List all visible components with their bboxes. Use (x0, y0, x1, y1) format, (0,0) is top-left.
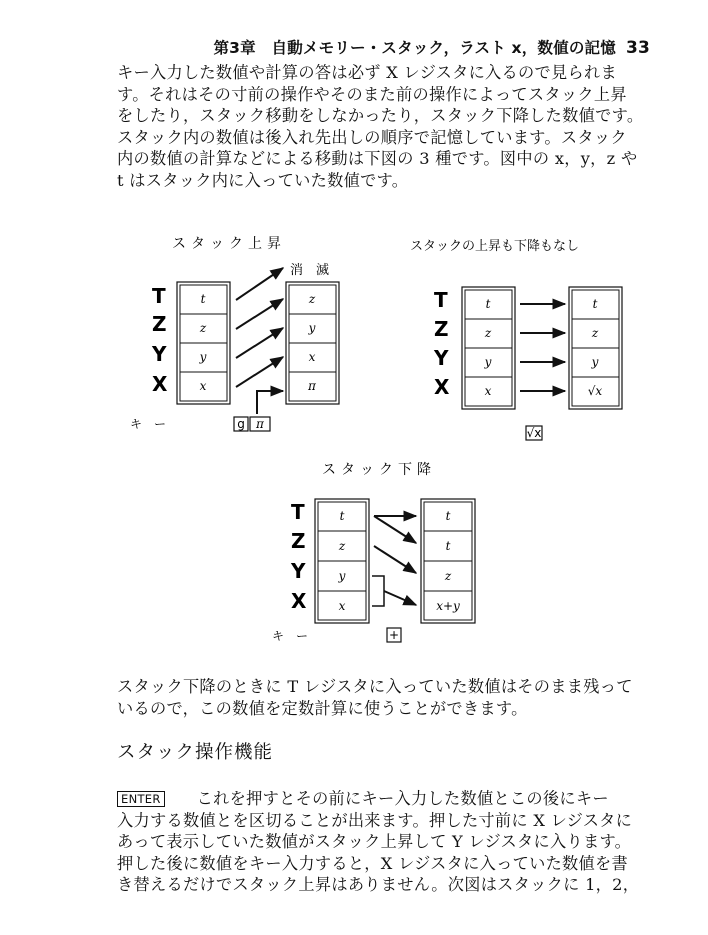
cell-value: t (200, 292, 206, 306)
chapter-title: 第3章 自動メモリー・スタック，ラスト x，数値の記憶 (213, 39, 616, 57)
text-line: 押した後に数値をキー入力すると，X レジスタに入っていた数値を書 (117, 853, 629, 873)
register-label-y: Y (434, 346, 449, 370)
register-label-z: Z (152, 312, 167, 336)
cell-value: x (484, 384, 492, 398)
register-label-x: X (291, 589, 307, 613)
key-label: キ ー (130, 417, 167, 431)
arrow-t-lost (236, 268, 283, 300)
arrow-z-to-y (374, 546, 416, 573)
arrow-z-to-t (236, 299, 283, 329)
diagram-stack-none (410, 239, 622, 440)
cell-value: z (484, 326, 492, 340)
arrow-t-to-z (374, 516, 416, 543)
cell-value: t (445, 539, 451, 553)
text-line: t はスタック内に入っていた数値です。 (117, 170, 409, 190)
cell-value: z (591, 326, 599, 340)
text-line: き替えるだけでスタック上昇はありません。次図はスタックに 1，2， (117, 875, 640, 894)
sqrt-key-label: √x (526, 426, 542, 440)
text-line: をしたり，スタック移動をしなかったり，スタック下降した数値です。 (117, 106, 644, 125)
arrow-y-to-z (236, 328, 283, 358)
cell-value: x (308, 350, 316, 364)
register-label-t: T (291, 500, 305, 524)
register-label-x: X (434, 375, 450, 399)
cell-value: x (199, 379, 207, 393)
register-label-y: Y (291, 559, 306, 583)
cell-value: x+y (436, 599, 460, 613)
text-line (117, 788, 657, 810)
text-line: 入力する数値とを区切ることが出来ます。押した寸前に X レジスタに (117, 810, 633, 830)
cell-value: x (338, 599, 346, 613)
text-line: あって表示していた数値がスタック上昇して Y レジスタに入ります。 (117, 832, 632, 851)
text-line: いるので，この数値を定数計算に使うことができます。 (117, 698, 528, 718)
text-line: す。それはその寸前の操作やそのまた前の操作によってスタック上昇 (117, 84, 627, 104)
cell-value: z (444, 569, 452, 583)
diagram-title: スタック上昇 (172, 236, 286, 252)
arrow-x-to-y (236, 357, 283, 387)
cell-value: t (485, 297, 491, 311)
page-number: 33 (625, 38, 650, 58)
diagram-title: スタック下降 (322, 462, 436, 478)
pi-key-label: π (256, 417, 264, 431)
diagram-stack-down (272, 462, 475, 643)
key-label: キ ー (272, 629, 309, 643)
cell-value: z (338, 539, 346, 553)
cell-value: y (199, 350, 207, 364)
register-label-t: T (152, 284, 166, 308)
text-line: スタック内の数値は後入れ先出しの順序で記憶しています。スタック (117, 127, 627, 147)
diagram-stack-up (130, 236, 339, 431)
diagram-title: スタックの上昇も下降もなし (410, 239, 580, 254)
lost-label: 消 滅 (290, 263, 330, 278)
register-label-x: X (152, 372, 168, 396)
cell-value: z (308, 292, 316, 306)
plus-key-label: + (388, 628, 400, 642)
register-label-z: Z (291, 529, 306, 553)
text-line-start: これを押すとその前にキー入力した数値とこの後にキー (196, 789, 609, 808)
text-line: キー入力した数値や計算の答は必ず X レジスタに入るので見られま (117, 63, 617, 82)
cell-value: t (445, 509, 451, 523)
arrow-key-to-x (257, 391, 283, 414)
enter-paragraph (117, 788, 657, 896)
drop-note-paragraph (117, 676, 657, 719)
section-heading: スタック操作機能 (117, 742, 274, 763)
cell-value: t (592, 297, 598, 311)
cell-value: t (339, 509, 345, 523)
cell-value: y (484, 355, 492, 369)
register-label-z: Z (434, 317, 449, 341)
text-line: スタック下降のときに T レジスタに入っていた数値はそのまま残って (117, 677, 633, 696)
cell-value: √x (587, 384, 603, 398)
text-line: 内の数値の計算などによる移動は下図の 3 種です。図中の x，y，z や (117, 149, 638, 168)
cell-value: π (308, 379, 316, 393)
cell-value: y (308, 321, 316, 335)
bracket-x-y (372, 576, 384, 606)
cell-value: z (199, 321, 207, 335)
cell-value: y (591, 355, 599, 369)
register-label-y: Y (152, 342, 167, 366)
register-label-t: T (434, 288, 448, 312)
enter-key-icon: ENTER (117, 791, 165, 807)
arrow-xy-to-x (384, 591, 416, 605)
g-key-label: g (237, 417, 245, 431)
cell-value: y (338, 569, 346, 583)
